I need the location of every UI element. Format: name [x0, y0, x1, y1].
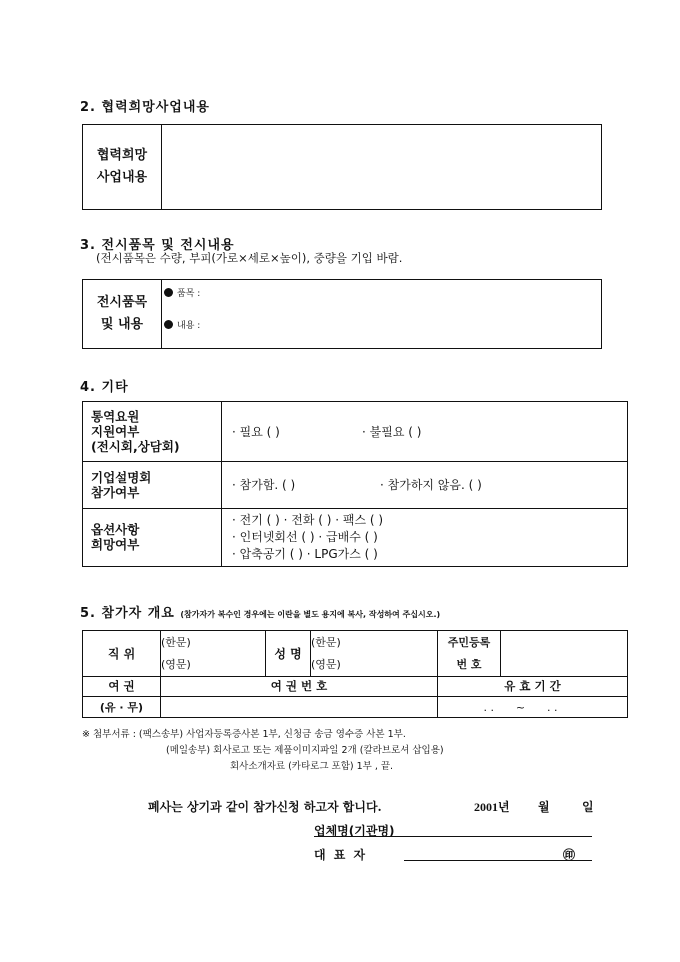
facility-option-line[interactable]: · 압축공기 ( ) · LPG가스 ( ) [232, 546, 378, 561]
briefing-attend[interactable]: · 참가함. ( ) [232, 478, 296, 493]
validity-input[interactable]: . . ~ . . [438, 697, 628, 718]
representative-label: 대 표 자 [314, 848, 368, 862]
exhibit-table [82, 279, 602, 349]
passport-number-label: 여 권 번 호 [161, 676, 438, 697]
position-yeongmun[interactable]: (영문) [161, 653, 266, 676]
briefing-options[interactable] [222, 462, 628, 508]
position-hanmun[interactable]: (한문) [161, 631, 266, 654]
validity-label: 유 효 기 간 [438, 676, 628, 697]
exhibit-input[interactable] [162, 280, 602, 349]
application-statement: 폐사는 상기과 같이 참가신청 하고자 합니다. [148, 800, 382, 814]
interpreter-not-needed[interactable]: · 불필요 ( ) [362, 425, 422, 440]
passport-number-input[interactable] [161, 697, 438, 718]
briefing-label: 기업설명회 참가여부 [83, 462, 222, 508]
interpreter-options[interactable] [222, 402, 628, 462]
rrn-input[interactable] [501, 631, 628, 677]
section-3-note: (전시품목은 수량, 부피(가로×세로×높이), 중량을 기입 바람. [96, 251, 403, 265]
exhibit-label: 전시품목 및 내용 [83, 280, 162, 349]
rrn-label-2: 번 호 [438, 653, 501, 676]
facility-option-line[interactable]: · 인터넷회선 ( ) · 급배수 ( ) [232, 529, 378, 544]
cooperation-input[interactable] [162, 125, 602, 210]
section-5-note: (참가자가 복수인 경우에는 이란을 별도 용지에 복사, 작성하여 주십시오.) [180, 610, 441, 619]
month-field[interactable]: 월 [538, 800, 550, 814]
name-hanmun[interactable]: (한문) [311, 631, 438, 654]
interpreter-needed[interactable]: · 필요 ( ) [232, 425, 280, 440]
section-3-title: 3. 전시품목 및 전시내용 [80, 238, 235, 253]
section-4-title: 4. 기타 [80, 380, 129, 395]
cooperation-label: 협력희망 사업내용 [83, 125, 162, 210]
year-field[interactable]: 2001년 [474, 800, 510, 814]
rrn-label: 주민등록 [438, 631, 501, 654]
name-yeongmun[interactable]: (영문) [311, 653, 438, 676]
options-label: 옵션사항 희망여부 [83, 508, 222, 566]
facility-option-line[interactable]: · 전기 ( ) · 전화 ( ) · 팩스 ( ) [232, 512, 384, 527]
bullet-icon [164, 288, 173, 297]
section-2-title: 2. 협력희망사업내용 [80, 100, 210, 115]
facility-options[interactable] [222, 508, 628, 566]
company-line[interactable] [314, 836, 592, 837]
content-row: 내용 : [164, 318, 601, 331]
cooperation-table [82, 124, 602, 210]
bullet-icon [164, 320, 173, 329]
other-table [82, 401, 628, 567]
company-label: 업체명(기관명) [314, 824, 395, 838]
passport-label: 여 권 [83, 676, 161, 697]
interpreter-label: 통역요원 지원여부 (전시회,상담회) [83, 402, 222, 462]
briefing-not-attend[interactable]: · 참가하지 않음. ( ) [380, 478, 482, 493]
attachments: ※ 첨부서류 : (팩스송부) 사업자등록증사본 1부, 신청금 송금 영수증 사본 1부. (메일송부) 회사로고 또는 제품이미지파일 2개 (칼라브로셔 삽입용) 회사소개자료 (카타로그 포함) 1부 , 끝. [82, 729, 444, 772]
seal-icon: ㊞ [563, 848, 576, 862]
passport-yes-no[interactable]: (유 · 무) [83, 697, 161, 718]
section-5-title: 5. 참가자 개요 (참가자가 복수인 경우에는 이란을 별도 용지에 복사, 작성하여 주십시오.) [80, 606, 441, 621]
name-label: 성 명 [266, 631, 311, 677]
position-label: 직 위 [83, 631, 161, 677]
participant-table [82, 630, 628, 718]
day-field[interactable]: 일 [582, 800, 594, 814]
item-row: 품목 : [164, 286, 601, 318]
